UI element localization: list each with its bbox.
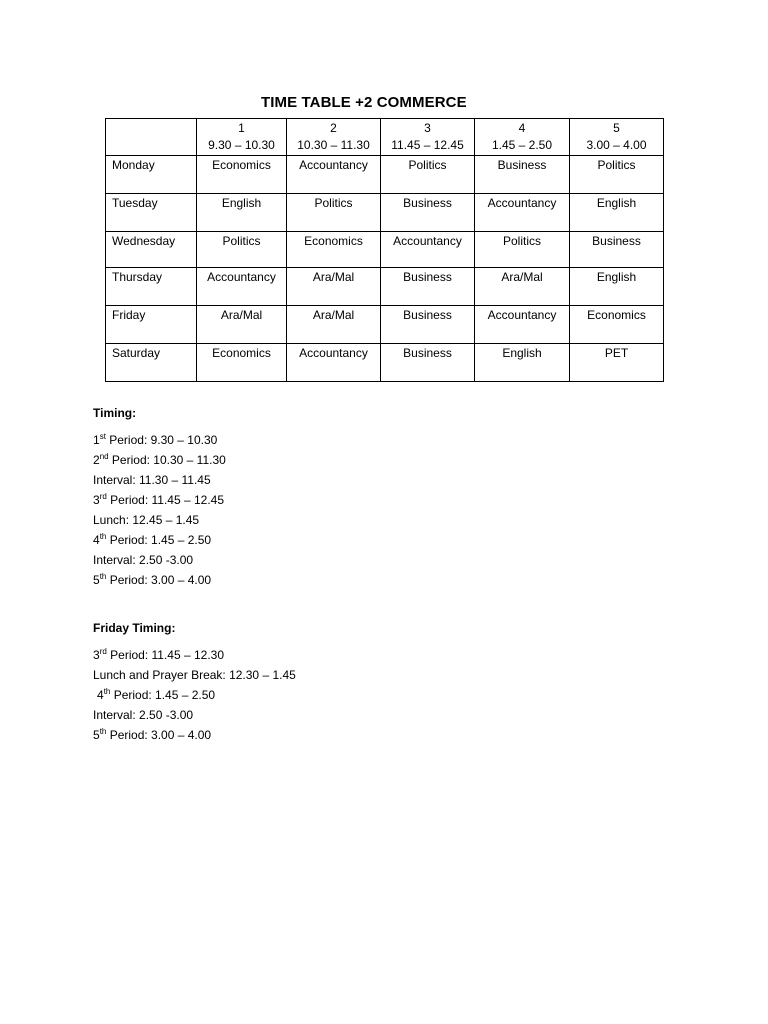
timing-line — [93, 510, 226, 530]
subject-cell: Accountancy — [197, 268, 287, 306]
timetable — [105, 118, 664, 382]
timing-line-text: Period: 10.30 – 11.30 — [108, 453, 226, 467]
timing-line-text: Interval: 11.30 – 11.45 — [93, 473, 211, 487]
timing-line-text: Lunch: 12.45 – 1.45 — [93, 513, 200, 527]
subject-cell: Economics — [570, 306, 664, 344]
day-cell: Monday — [106, 156, 197, 194]
timing-line-text: Period: 11.45 – 12.45 — [106, 493, 225, 507]
timing-line-text: Interval: 2.50 -3.00 — [93, 553, 194, 567]
subject-cell: Business — [570, 232, 664, 268]
friday-timing-section — [93, 618, 296, 745]
subject-cell: Accountancy — [475, 194, 570, 232]
subject-cell: PET — [570, 344, 664, 382]
timing-line-text: Period: 11.45 – 12.30 — [106, 648, 225, 662]
timing-section — [93, 403, 226, 590]
timing-heading: Timing: — [93, 406, 137, 420]
period-header — [197, 119, 287, 156]
timing-line — [93, 490, 226, 510]
day-cell: Thursday — [106, 268, 197, 306]
timing-line-text: Interval: 2.50 -3.00 — [93, 708, 194, 722]
period-number: 4 — [518, 121, 526, 135]
period-header — [570, 119, 664, 156]
subject-cell: Politics — [570, 156, 664, 194]
subject-cell: Business — [381, 344, 475, 382]
timing-line — [93, 570, 226, 590]
friday-timing-heading: Friday Timing: — [93, 621, 176, 635]
timing-line-number: 1 — [93, 433, 100, 447]
subject-cell: Politics — [475, 232, 570, 268]
table-header-row — [106, 119, 664, 156]
subject-cell: Economics — [197, 156, 287, 194]
timing-line — [93, 430, 226, 450]
period-number: 2 — [330, 121, 337, 135]
day-cell: Wednesday — [106, 232, 197, 268]
period-number: 1 — [238, 121, 245, 135]
period-time: 11.45 – 12.45 — [391, 138, 464, 152]
subject-cell: Ara/Mal — [475, 268, 570, 306]
timing-line-suffix: th — [99, 532, 107, 541]
timing-line-text: Period: 3.00 – 4.00 — [106, 573, 212, 587]
subject-cell: Ara/Mal — [197, 306, 287, 344]
timing-line-text: Period: 3.00 – 4.00 — [106, 728, 212, 742]
friday-timing-line — [93, 645, 296, 665]
timing-line-text: Period: 9.30 – 10.30 — [105, 433, 218, 447]
subject-cell: Accountancy — [475, 306, 570, 344]
period-time: 10.30 – 11.30 — [297, 138, 370, 152]
table-row — [106, 268, 664, 306]
timing-line-suffix: st — [99, 432, 106, 441]
period-time: 9.30 – 10.30 — [208, 138, 275, 152]
subject-cell: English — [475, 344, 570, 382]
period-header — [475, 119, 570, 156]
timing-line-suffix: th — [99, 727, 107, 736]
subject-cell: English — [570, 268, 664, 306]
subject-cell: Politics — [287, 194, 381, 232]
subject-cell: English — [197, 194, 287, 232]
table-row — [106, 156, 664, 194]
subject-cell: Ara/Mal — [287, 306, 381, 344]
timing-line-number: 5 — [93, 573, 100, 587]
subject-cell: Accountancy — [381, 232, 475, 268]
subject-cell: Accountancy — [287, 344, 381, 382]
timing-line — [93, 470, 226, 490]
day-cell: Saturday — [106, 344, 197, 382]
friday-timing-line — [93, 725, 296, 745]
timing-line — [93, 450, 226, 470]
subject-cell: Politics — [197, 232, 287, 268]
subject-cell: Economics — [287, 232, 381, 268]
friday-timing-line — [93, 665, 296, 685]
timing-line-suffix: th — [103, 687, 111, 696]
period-number: 3 — [424, 121, 431, 135]
timing-line-suffix: rd — [99, 492, 107, 501]
subject-cell: Business — [381, 306, 475, 344]
period-header — [381, 119, 475, 156]
page-title: TIME TABLE +2 COMMERCE — [261, 94, 467, 111]
subject-cell: Accountancy — [287, 156, 381, 194]
period-number: 5 — [613, 121, 620, 135]
timing-line-text: Period: 1.45 – 2.50 — [110, 688, 216, 702]
timing-line-suffix: nd — [99, 452, 109, 461]
timing-line-number: 3 — [93, 493, 100, 507]
table-row — [106, 306, 664, 344]
friday-timing-line — [93, 705, 296, 725]
timing-line-suffix: th — [99, 572, 107, 581]
table-corner-cell — [106, 119, 197, 156]
timing-line — [93, 550, 226, 570]
timing-line-text: Period: 1.45 – 2.50 — [106, 533, 212, 547]
day-cell: Friday — [106, 306, 197, 344]
day-cell: Tuesday — [106, 194, 197, 232]
table-row — [106, 194, 664, 232]
period-time: 1.45 – 2.50 — [491, 138, 553, 152]
subject-cell: English — [570, 194, 664, 232]
period-header — [287, 119, 381, 156]
timing-line-number: 4 — [93, 533, 100, 547]
table-row — [106, 344, 664, 382]
subject-cell: Ara/Mal — [287, 268, 381, 306]
friday-timing-line — [93, 685, 296, 705]
timing-line-number: 2 — [93, 453, 100, 467]
subject-cell: Business — [381, 194, 475, 232]
subject-cell: Business — [475, 156, 570, 194]
subject-cell: Business — [381, 268, 475, 306]
timing-line-number: 5 — [93, 728, 100, 742]
subject-cell: Politics — [381, 156, 475, 194]
period-time: 3.00 – 4.00 — [586, 138, 647, 152]
timing-line-suffix: rd — [99, 647, 107, 656]
timing-line-number: 4 — [97, 688, 104, 702]
timing-line-number: 3 — [93, 648, 100, 662]
subject-cell: Economics — [197, 344, 287, 382]
timing-line — [93, 530, 226, 550]
table-row — [106, 232, 664, 268]
timing-line-text: Lunch and Prayer Break: 12.30 – 1.45 — [93, 668, 296, 682]
